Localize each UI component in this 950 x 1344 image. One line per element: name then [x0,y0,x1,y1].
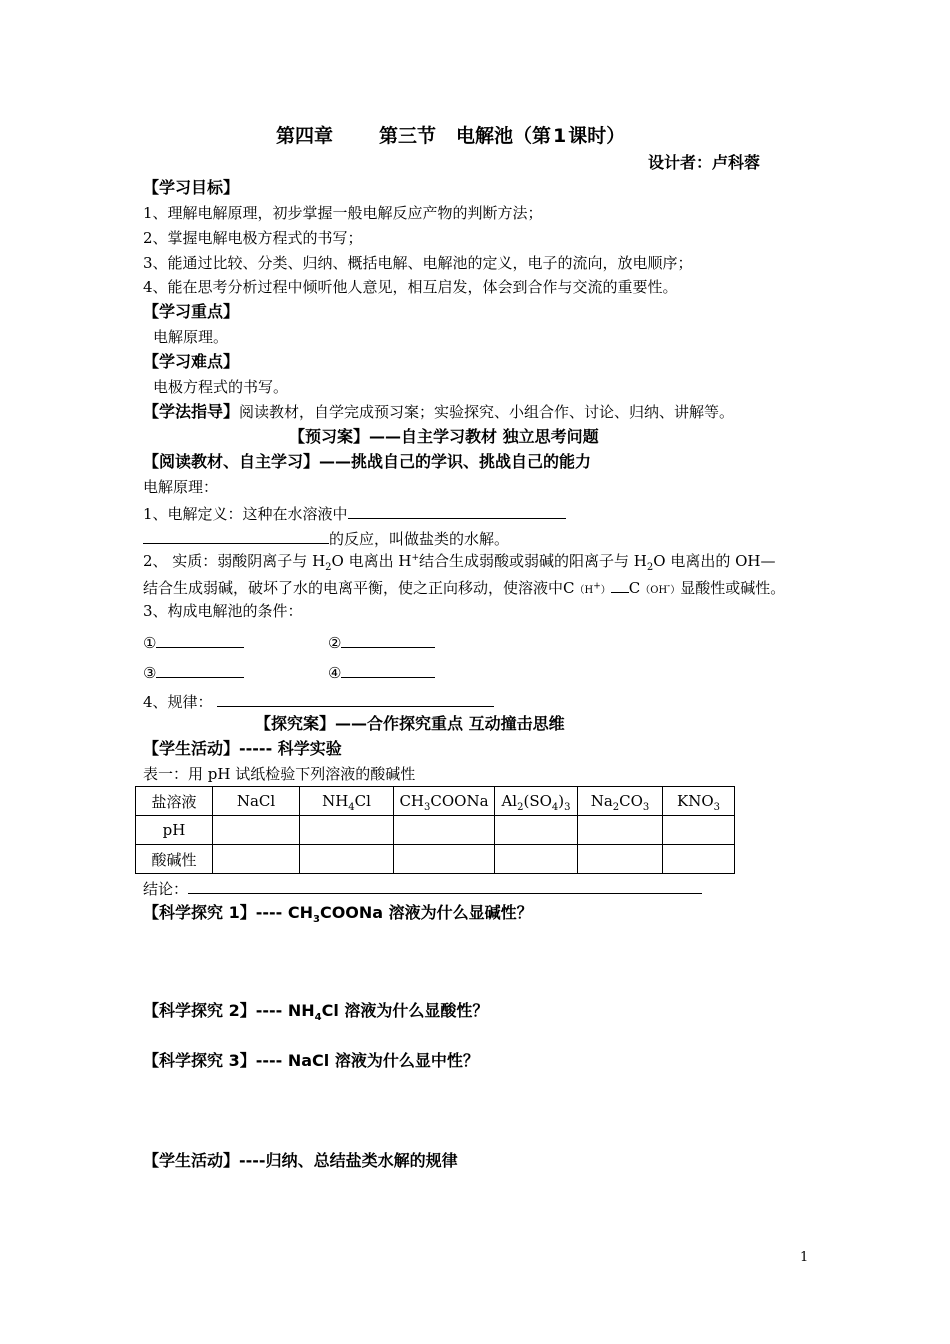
q1-suffix: 的反应，叫做盐类的水解。 [329,530,510,548]
salt-header: $Na_2CO_3$ [578,787,663,816]
preview-heading: 【预习案】——自主学习教材 独立思考问题 [289,427,599,446]
question-2: 2、 实质：弱酸阴离子与 $H_2O$ 电离出 H+结合生成弱酸或弱碱的阳离子与 $H_2O$ 电离出的 OH— [143,552,776,573]
q2-text-a: 2、 实质：弱酸阴离子与 H [143,552,326,570]
q2-text-c: 结合生成弱酸或弱碱的阳离子与 H [419,552,647,570]
question-2-cont: 结合生成弱碱，破坏了水的电离平衡，使之正向移动，使溶液中C（H+） C（OH-）显酸性或碱性。 [143,576,785,601]
designer: 设计者：卢科蓉 [648,153,761,172]
method-line [143,402,734,422]
q4-label: 4、规律： [143,693,213,711]
title-topic: 电解池（第 [456,125,552,147]
q2-text-d: O 电离出的 OH [653,552,761,570]
method-heading: 【学法指导】 [143,402,240,421]
q2-oh-ion: （OH [640,585,668,596]
q2-h-ion: （H [574,585,594,596]
q2-line2-text: 结合生成弱碱，破坏了水的电离平衡，使之正向移动，使溶液中C [143,579,575,597]
q1-blank-2[interactable] [143,527,329,544]
condition-4-mark: ④ [328,664,342,682]
table-cell[interactable] [663,816,735,845]
table-cell[interactable] [394,845,495,874]
conclusion [143,877,702,899]
table-cell[interactable] [300,816,394,845]
principle-label: 电解原理： [143,478,219,496]
table-cell[interactable] [495,845,578,874]
conclusion-blank[interactable] [188,877,702,894]
salt-header: $CH_3COONa$ [394,787,495,816]
salt-header: NaCl [213,787,300,816]
table-cell[interactable] [213,845,300,874]
condition-4 [328,661,435,683]
key-point-text: 电解原理。 [153,328,229,346]
title-end: 课时） [568,125,626,147]
inquiry-1: 【科学探究 1】---- $CH_3COONa$ 溶液为什么显碱性？ [143,903,533,926]
objective-item: 1、理解电解原理，初步掌握一般电解反应产物的判断方法； [143,204,543,222]
inquiry-2: 【科学探究 2】---- $NH_4Cl$ 溶液为什么显酸性？ [143,1001,489,1024]
table-row [136,845,735,874]
table-row [136,787,735,816]
conclusion-label: 结论： [143,880,189,898]
condition-1-blank[interactable] [156,631,244,648]
difficulty-heading: 【学习难点】 [143,352,240,371]
question-4 [143,690,494,712]
row-label: pH [136,816,213,845]
table-caption: 表一：用 pH 试纸检验下列溶液的酸碱性 [143,765,416,783]
explore-heading: 【探究案】——合作探究重点 互动撞击思维 [255,714,565,733]
condition-2-blank[interactable] [341,631,435,648]
question-3: 3、构成电解池的条件： [143,602,303,620]
q2-line2-end: 显酸性或碱性。 [680,579,786,597]
page-number: 1 [800,1250,809,1265]
method-text: 阅读教材，自学完成预习案；实验探究、小组合作、讨论、归纳、讲解等。 [239,403,735,421]
objective-item: 2、掌握电解电极方程式的书写； [143,229,363,247]
condition-3 [143,661,244,683]
salt-header: $NH_4Cl$ [300,787,394,816]
key-point-heading: 【学习重点】 [143,302,240,321]
table-cell[interactable] [663,845,735,874]
title-chapter: 第四章 [276,125,334,147]
inquiry-3: 【科学探究 3】---- NaCl 溶液为什么显中性？ [143,1051,479,1070]
salt-header: $KNO_3$ [663,787,735,816]
question-1 [143,502,566,524]
table-cell[interactable] [495,816,578,845]
row-label: 酸碱性 [136,845,213,874]
condition-3-blank[interactable] [156,661,244,678]
condition-2 [328,631,435,653]
objective-item: 4、能在思考分析过程中倾听他人意见，相互启发，体会到合作与交流的重要性。 [143,278,678,296]
table-row [136,816,735,845]
title-lesson-number: 1 [553,125,567,147]
salt-table [135,786,735,874]
table-cell[interactable] [300,845,394,874]
salt-header: $Al_2(SO_4)_3$ [495,787,578,816]
table-cell[interactable] [394,816,495,845]
page-title [276,126,625,146]
objective-item: 3、能通过比较、分类、归纳、概括电解、电解池的定义，电子的流向，放电顺序； [143,254,693,272]
q1-prefix: 1、电解定义：这种在水溶液中 [143,505,348,523]
condition-2-mark: ② [328,634,342,652]
title-section: 第三节 [379,125,437,147]
activity-2-heading: 【学生活动】----归纳、总结盐类水解的规律 [143,1151,458,1170]
objectives-heading: 【学习目标】 [143,178,240,197]
difficulty-text: 电极方程式的书写。 [153,378,289,396]
q2-text-b: O 电离出 H [331,552,412,570]
condition-1 [143,631,244,653]
activity-1-heading: 【学生活动】----- 科学实验 [143,739,342,758]
q2-compare-blank[interactable] [611,576,629,593]
table-cell[interactable] [578,845,663,874]
q1-blank[interactable] [348,502,566,519]
condition-4-blank[interactable] [341,661,435,678]
condition-1-mark: ① [143,634,157,652]
question-1-cont [143,527,509,549]
table-cell[interactable] [213,816,300,845]
q4-blank[interactable] [217,690,494,707]
reading-heading: 【阅读教材、自主学习】——挑战自己的学识、挑战自己的能力 [143,452,592,471]
condition-3-mark: ③ [143,664,157,682]
row-label: 盐溶液 [136,787,213,816]
table-cell[interactable] [578,816,663,845]
